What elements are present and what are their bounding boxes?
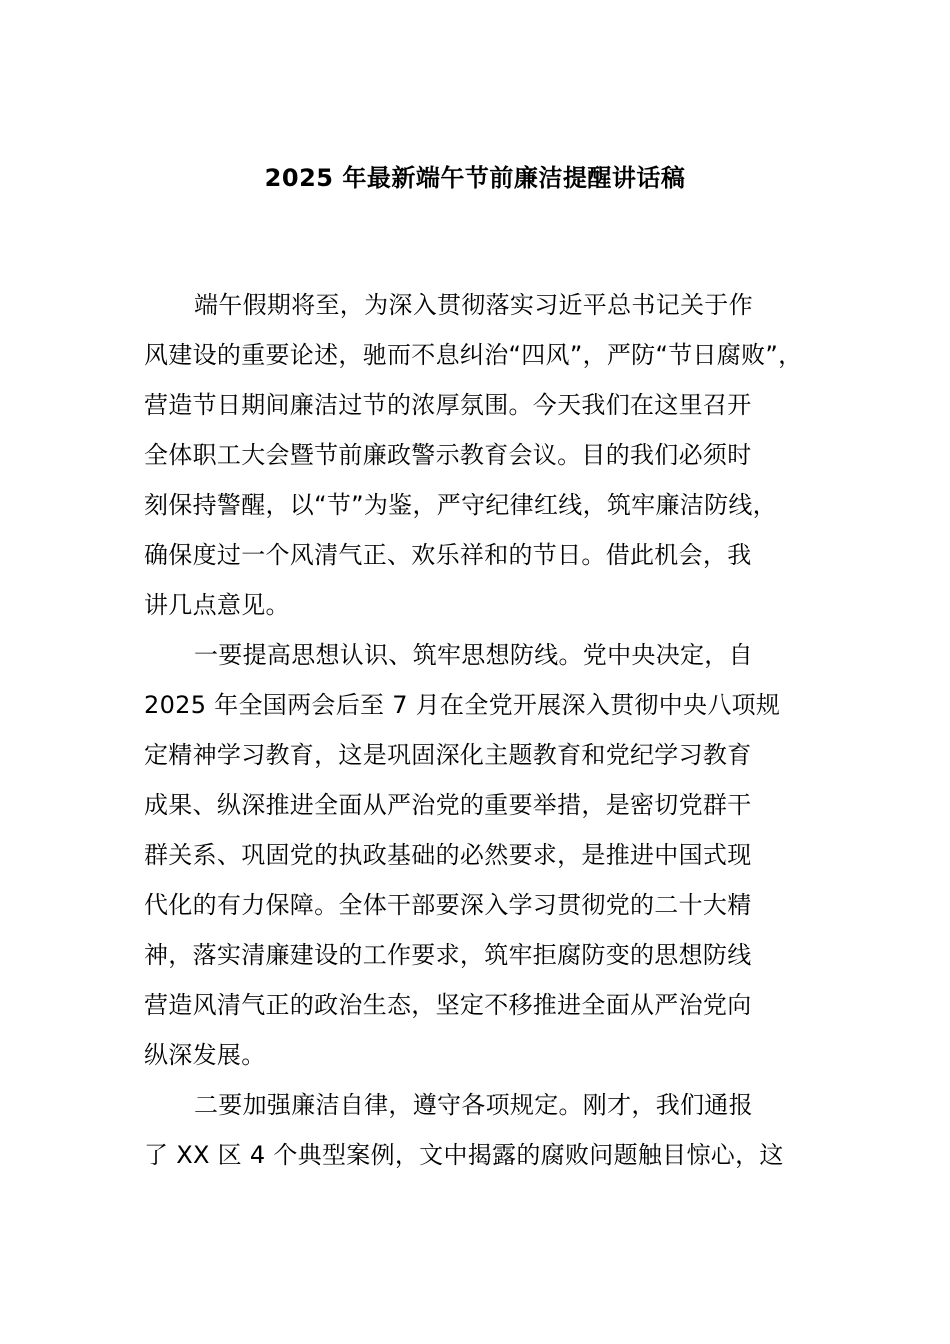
text-line: 二要加强廉洁自律，遵守各项规定。刚才，我们通报 bbox=[194, 1091, 753, 1119]
paragraph-point-two bbox=[144, 1080, 824, 1180]
text-line: 一要提高思想认识、筑牢思想防线。党中央决定，自 bbox=[194, 641, 753, 669]
text-line: 代化的有力保障。全体干部要深入学习贯彻党的二十大精 bbox=[144, 891, 752, 919]
text-line: 成果、纵深推进全面从严治党的重要举措，是密切党群干 bbox=[144, 791, 752, 819]
text-line: 了 XX 区 4 个典型案例，文中揭露的腐败问题触目惊心，这 bbox=[144, 1141, 784, 1169]
text-line: 刻保持警醒，以“节”为鉴，严守纪律红线，筑牢廉洁防线， bbox=[144, 491, 777, 519]
text-line: 定精神学习教育，这是巩固深化主题教育和党纪学习教育 bbox=[144, 741, 752, 769]
text-line: 讲几点意见。 bbox=[144, 591, 290, 619]
text-line: 营造风清气正的政治生态，坚定不移推进全面从严治党向 bbox=[144, 991, 752, 1019]
paragraph-point-one bbox=[144, 630, 824, 1080]
text-line: 确保度过一个风清气正、欢乐祥和的节日。借此机会，我 bbox=[144, 541, 752, 569]
document-body bbox=[144, 280, 824, 1180]
text-line: 神，落实清廉建设的工作要求，筑牢拒腐防变的思想防线 bbox=[144, 941, 752, 969]
text-line: 群关系、巩固党的执政基础的必然要求，是推进中国式现 bbox=[144, 841, 752, 869]
text-line: 风建设的重要论述，驰而不息纠治“四风”，严防“节日腐败”， bbox=[144, 341, 803, 369]
paragraph-intro bbox=[144, 280, 824, 630]
document-title: 2025 年最新端午节前廉洁提醒讲话稿 bbox=[264, 164, 686, 192]
text-line: 端午假期将至，为深入贯彻落实习近平总书记关于作 bbox=[194, 291, 753, 319]
text-line: 纵深发展。 bbox=[144, 1041, 266, 1069]
text-line: 2025 年全国两会后至 7 月在全党开展深入贯彻中央八项规 bbox=[144, 691, 781, 719]
text-line: 全体职工大会暨节前廉政警示教育会议。目的我们必须时 bbox=[144, 441, 752, 469]
text-line: 营造节日期间廉洁过节的浓厚氛围。今天我们在这里召开 bbox=[144, 391, 752, 419]
